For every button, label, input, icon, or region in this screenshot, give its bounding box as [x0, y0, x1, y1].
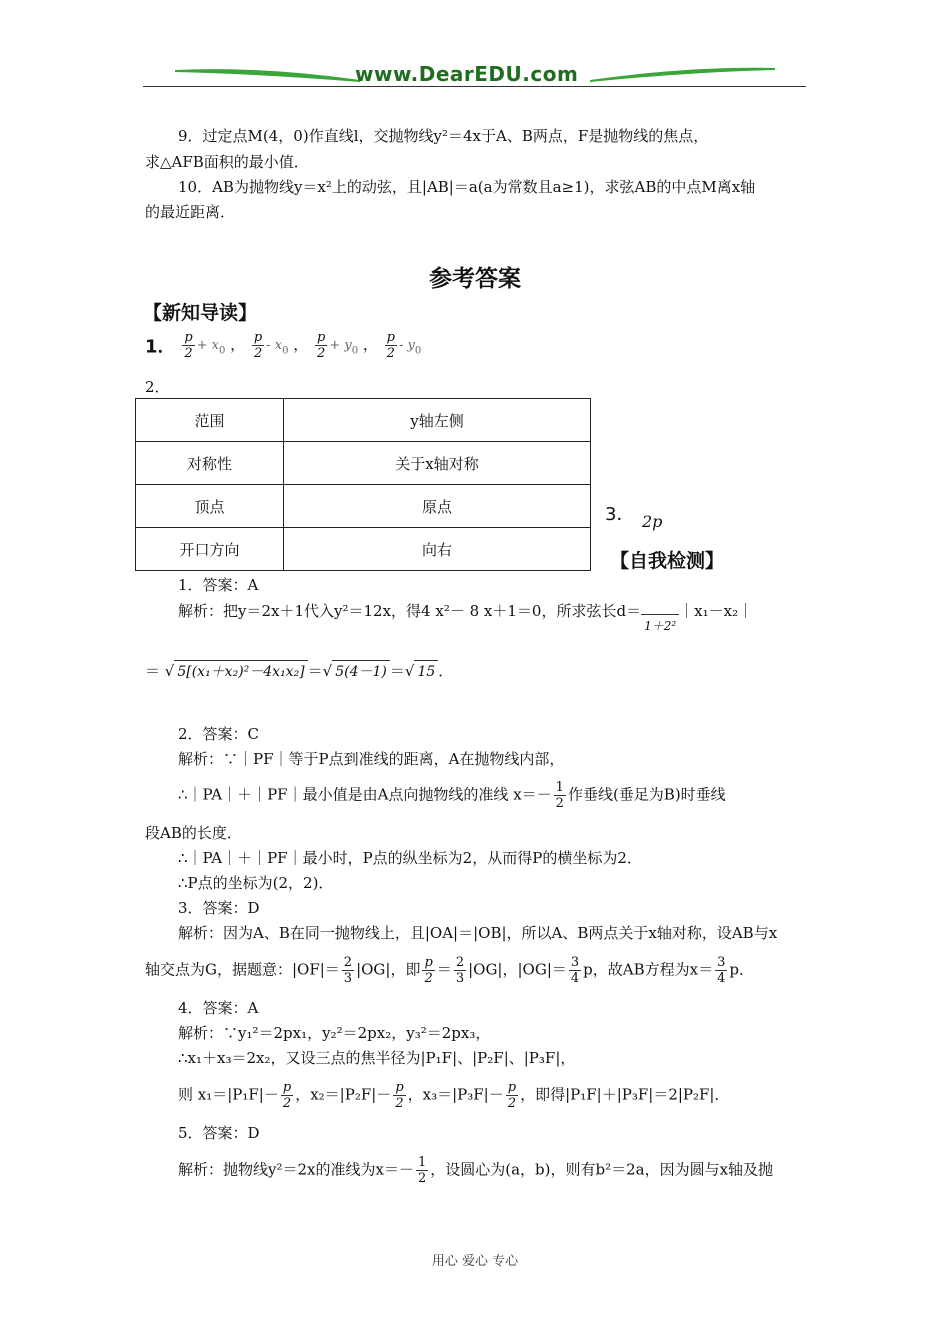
problem-10-line2: 的最近距离．: [145, 203, 236, 221]
answers-title: 参考答案: [429, 266, 521, 292]
answer1-equation: ＝ √ 5[(x₁＋x₂)²－4x₁x₂] ＝√ 5(4－1) ＝√ 15 ．: [145, 660, 453, 683]
fraction-p-over-2: $\frac{p}{2}$: [282, 1080, 292, 1111]
fraction-p-over-2: $\frac{p}{2}$: [184, 330, 193, 361]
answer4-line3: 则 x₁＝|P₁F|－ $\frac{p}{2}$ ，x₂＝|P₂F|－ $\frac{p}{2}$ ，x₃＝|P₃F|－ $\frac{p}{2}$ ，即得|P₁F|＋|P₃F|＝2|P₂F|．: [178, 1080, 730, 1111]
fraction-p-over-2: $\frac{p}{2}$: [395, 1080, 404, 1111]
answer5-line1: 解析：抛物线y²＝2x的准线为x＝－ $\frac{1}{2}$ ，设圆心为(a，b)，则有b²＝2a，因为圆与x轴及抛: [178, 1155, 774, 1186]
item1-label: 1．: [145, 336, 176, 358]
fraction-3-over-4: $\frac{3}{4}$: [570, 955, 580, 986]
answer1-head: 1．答案：A: [178, 576, 259, 594]
fraction-1-over-2: $\frac{1}{2}$: [555, 780, 564, 811]
table-row: 开口方向 向右: [136, 528, 591, 571]
section-self-check: 【自我检测】: [610, 550, 725, 572]
answer2-line5: ∴P点的坐标为(2，2)．: [178, 874, 334, 892]
answer3-line1: 解析：因为A、B在同一抛物线上，且|OA|＝|OB|，所以A、B两点关于x轴对称，设AB与x: [178, 924, 778, 942]
page-footer: 用心 爱心 专心: [431, 1254, 519, 1269]
parabola-properties-table: [135, 398, 591, 571]
answer3-head: 3．答案：D: [178, 899, 260, 917]
answer4-line2: ∴x₁＋x₃＝2x₂，又设三点的焦半径为|P₁F|、|P₂F|、|P₃F|，: [178, 1049, 576, 1067]
sqrt-1-plus-2sq: 1＋2²: [641, 614, 679, 637]
answer3-line2: 轴交点为G，据题意：|OF|＝ $\frac{2}{3}$ |OG|，即 $\frac{p}{2}$ ＝ $\frac{2}{3}$ |OG|，|OG|＝ $\frac{3}{4}$ p，故AB方程为x＝ $\frac{3}{4}$ p．: [145, 955, 754, 986]
item3-label: 3．: [605, 504, 635, 525]
answer4-line1: 解析：∵y₁²＝2px₁，y₂²＝2px₂，y₃²＝2px₃，: [178, 1024, 491, 1042]
item1-term1: + x: [196, 338, 219, 353]
item1-term4: - y: [398, 338, 415, 353]
fraction-1-over-2: $\frac{1}{2}$: [417, 1155, 427, 1186]
answer2-line3: 段AB的长度．: [145, 824, 242, 842]
table-row: 对称性 关于x轴对称: [136, 442, 591, 485]
answer2-line2: ∴｜PA｜＋｜PF｜最小值是由A点向抛物线的准线 x＝－ $\frac{1}{2}$ 作垂线(垂足为B)时垂线: [178, 780, 726, 811]
fraction-p-over-2: $\frac{p}{2}$: [507, 1080, 517, 1111]
fraction-p-over-2: $\frac{p}{2}$: [386, 330, 395, 361]
answer2-line1: 解析：∵｜PF｜等于P点到准线的距离，A在抛物线内部，: [178, 750, 565, 768]
section-new-knowledge: 【新知导读】: [143, 302, 258, 324]
fraction-2-over-3: $\frac{2}{3}$: [343, 955, 353, 986]
answer5-head: 5．答案：D: [178, 1124, 260, 1142]
sqrt-expr-1: 5[(x₁＋x₂)²－4x₁x₂]: [174, 660, 307, 683]
answer4-head: 4．答案：A: [178, 999, 259, 1017]
fraction-2-over-3: $\frac{2}{3}$: [455, 955, 465, 986]
item1-term3: + y: [329, 338, 352, 353]
sqrt-expr-3: 15: [414, 660, 438, 683]
answer1-line1: 解析：把y＝2x＋1代入y²＝12x，得4 x²－ 8 x＋1＝0，所求弦长d＝1＋2²｜x₁－x₂｜: [178, 600, 753, 637]
item2-label: 2．: [145, 378, 170, 396]
item1: 1． $\frac{p}{2}$ + $x_0$ ， $\frac{p}{2}$ - $x_0$ ， $\frac{p}{2}$ + $y_0$ ， $\frac{p}{2}$ - $y_0$: [145, 330, 422, 361]
problem-9-line2: 求△AFB面积的最小值．: [145, 153, 309, 171]
sqrt-expr-2: 5(4－1): [332, 660, 390, 683]
problem-10-line1: 10．AB为抛物线y＝x²上的动弦，且|AB|＝a(a为常数且a≥1)，求弦AB的中点M离x轴: [178, 178, 756, 196]
answer2-head: 2．答案：C: [178, 725, 260, 743]
table-row: 范围 y轴左侧: [136, 399, 591, 442]
fraction-p-over-2: $\frac{p}{2}$: [424, 955, 433, 986]
fraction-3-over-4: $\frac{3}{4}$: [717, 955, 726, 986]
item1-term2: - x: [266, 338, 283, 353]
fraction-p-over-2: $\frac{p}{2}$: [317, 330, 326, 361]
fraction-p-over-2: $\frac{p}{2}$: [253, 330, 263, 361]
problem-9-line1: 9．过定点M(4，0)作直线l，交抛物线y²＝4x于A、B两点，F是抛物线的焦点，: [178, 127, 709, 145]
answer2-line4: ∴｜PA｜＋｜PF｜最小时，P点的纵坐标为2，从而得P的横坐标为2．: [178, 849, 642, 867]
table-row: 顶点 原点: [136, 485, 591, 528]
item3-value: 2p: [642, 512, 663, 531]
header-rule: [143, 86, 806, 87]
header-logo-text: www.DearEDU.com: [355, 62, 579, 86]
